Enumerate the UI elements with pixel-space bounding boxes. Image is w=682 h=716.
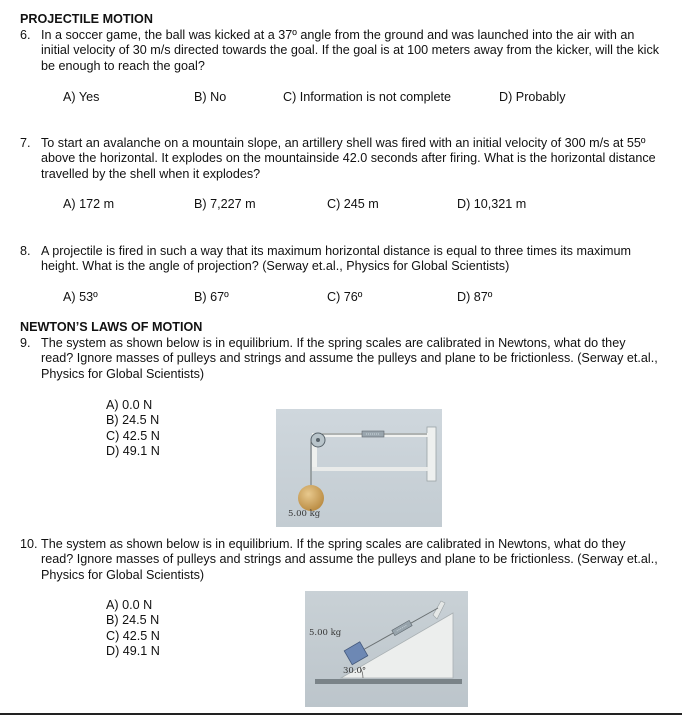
question-6-text: In a soccer game, the ball was kicked at a 37º angle from the ground and was launched into the air with an initial velocity of 30 m/s directed towards the goal. If the goal is at 100 meters away from the kicker, will the kick be enough to reach the goal? [41, 28, 660, 73]
question-9-choice-a: A) 0.0 N [106, 398, 153, 412]
question-6-choice-c: C) Information is not complete [283, 90, 451, 104]
question-10-choices [106, 598, 160, 660]
question-9-choices [106, 398, 160, 460]
question-7-text: To start an avalanche on a mountain slope, an artillery shell was fired with an initial velocity of 300 m/s at 55º above the horizontal. It explodes on the mountainside 42.0 seconds after firing. What is the horizontal distance travelled by the shell when it explodes? [41, 136, 656, 181]
question-10-figure-angle-label: 30.0° [343, 666, 367, 676]
question-8-number: 8. [20, 244, 31, 258]
question-6-choice-b: B) No [194, 90, 227, 104]
question-9-text: The system as shown below is in equilibrium. If the spring scales are calibrated in Newtons, what do they read? Ignore masses of pulleys and strings and assume the pulleys and plane to be frictionless. (Serway et.al., Physics for Global Scientists) [41, 336, 658, 381]
question-10-text: The system as shown below is in equilibrium. If the spring scales are calibrated in Newtons, what do they read? Ignore masses of pulleys and strings and assume the pulleys and plane to be frictionless. (Serway et.al., Physics for Global Scientists) [41, 537, 658, 582]
question-8-choice-d: D) 87º [457, 290, 493, 304]
question-7-choice-b: B) 7,227 m [194, 197, 256, 211]
question-8-choice-a: A) 53º [63, 290, 98, 304]
question-9-figure-mass-label: 5.00 kg [288, 509, 321, 519]
question-8-choice-b: B) 67º [194, 290, 229, 304]
section-heading-newton: NEWTON’S LAWS OF MOTION [20, 320, 203, 334]
question-6-choice-d: D) Probably [499, 90, 566, 104]
question-6-number: 6. [20, 28, 31, 42]
question-7-choice-d: D) 10,321 m [457, 197, 527, 211]
question-10-figure [305, 591, 468, 707]
question-7-number: 7. [20, 136, 31, 150]
question-9-figure [276, 409, 442, 527]
incline-plane-diagram [305, 591, 468, 707]
section-heading-projectile: PROJECTILE MOTION [20, 12, 153, 26]
question-8-choice-c: C) 76º [327, 290, 363, 304]
question-10-choice-c: C) 42.5 N [106, 628, 160, 643]
page-bottom-rule [0, 713, 682, 715]
question-10-figure-mass-label: 5.00 kg [309, 628, 342, 638]
question-9-choice-b: B) 24.5 N [106, 413, 160, 428]
question-9-number: 9. [20, 336, 31, 350]
question-9-choice-d: D) 49.1 N [106, 444, 160, 459]
question-7-choice-c: C) 245 m [327, 197, 379, 211]
question-10-choice-d: D) 49.1 N [106, 644, 160, 659]
question-10-number: 10. [20, 537, 38, 551]
question-8-text: A projectile is fired in such a way that its maximum horizontal distance is equal to three times its maximum height. What is the angle of projection? (Serway et.al., Physics for Global Scientists) [41, 244, 632, 274]
question-10-choice-a: A) 0.0 N [106, 598, 153, 612]
question-9-choice-c: C) 42.5 N [106, 428, 160, 443]
question-6-choice-a: A) Yes [63, 90, 100, 104]
question-7-choice-a: A) 172 m [63, 197, 115, 211]
question-10-choice-b: B) 24.5 N [106, 613, 160, 628]
